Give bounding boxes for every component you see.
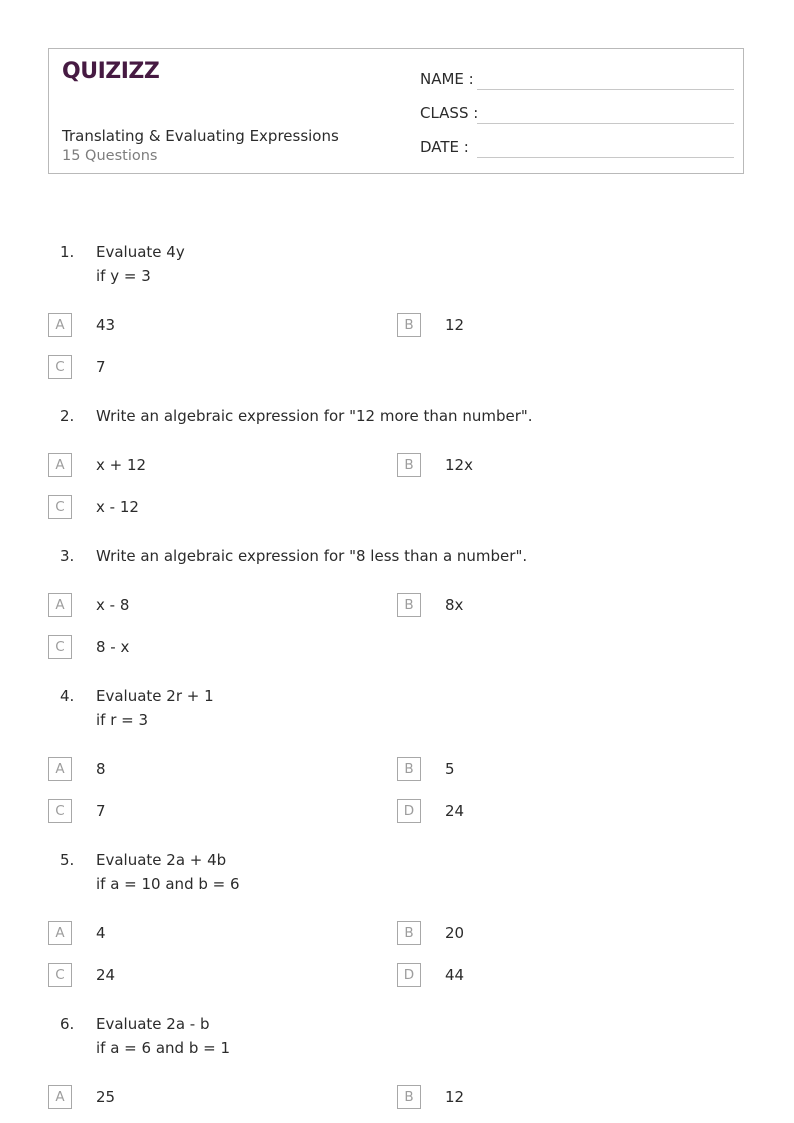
option-text: 12 (445, 1088, 465, 1106)
q5-option-c[interactable] (48, 963, 368, 987)
option-letter-box: C (48, 963, 72, 987)
question-number: 1. (60, 243, 75, 261)
option-letter-box: C (48, 355, 72, 379)
option-letter-box: A (48, 757, 72, 781)
option-text: 24 (445, 802, 465, 820)
class-line[interactable] (477, 123, 734, 124)
question-text-line-2: if a = 6 and b = 1 (96, 1039, 230, 1057)
question-text-line-2: if y = 3 (96, 267, 151, 285)
option-letter-box: B (397, 313, 421, 337)
q4-option-c[interactable] (48, 799, 368, 823)
option-text: 7 (96, 358, 106, 376)
option-text: 8 (96, 760, 106, 778)
option-text: x + 12 (96, 456, 147, 474)
option-letter-box: D (397, 963, 421, 987)
option-text: 12 (445, 316, 465, 334)
option-letter-box: A (48, 921, 72, 945)
date-label: DATE : (420, 138, 469, 156)
class-field[interactable] (420, 102, 734, 124)
question-number: 3. (60, 547, 75, 565)
q4-option-d[interactable] (397, 799, 717, 823)
name-label: NAME : (420, 70, 474, 88)
option-text: 25 (96, 1088, 116, 1106)
q6-option-b[interactable] (397, 1085, 717, 1109)
option-letter-box: A (48, 453, 72, 477)
option-text: 20 (445, 924, 465, 942)
q3-option-b[interactable] (397, 593, 717, 617)
option-text: 7 (96, 802, 106, 820)
option-letter-box: A (48, 593, 72, 617)
option-letter-box: C (48, 495, 72, 519)
q4-option-a[interactable] (48, 757, 368, 781)
question-text-line-1: Evaluate 2a + 4b (96, 851, 227, 869)
question-text-line-1: Write an algebraic expression for "12 more than number". (96, 407, 533, 425)
option-letter-box: D (397, 799, 421, 823)
option-letter-box: C (48, 799, 72, 823)
q1-option-c[interactable] (48, 355, 368, 379)
option-letter-box: A (48, 1085, 72, 1109)
question-number: 2. (60, 407, 75, 425)
option-text: 8 - x (96, 638, 130, 656)
question-count: 15 Questions (62, 148, 158, 164)
name-field[interactable] (420, 68, 734, 90)
worksheet-header (48, 48, 744, 174)
question-number: 5. (60, 851, 75, 869)
option-text: x - 12 (96, 498, 139, 516)
option-text: 4 (96, 924, 106, 942)
date-field[interactable] (420, 136, 734, 158)
q4-option-b[interactable] (397, 757, 717, 781)
question-text-line-1: Evaluate 4y (96, 243, 185, 261)
option-letter-box: C (48, 635, 72, 659)
option-text: x - 8 (96, 596, 130, 614)
question-number: 6. (60, 1015, 75, 1033)
option-letter-box: A (48, 313, 72, 337)
option-letter-box: B (397, 593, 421, 617)
option-text: 44 (445, 966, 465, 984)
option-text: 24 (96, 966, 116, 984)
q5-option-b[interactable] (397, 921, 717, 945)
question-text-line-1: Evaluate 2a - b (96, 1015, 210, 1033)
question-number: 4. (60, 687, 75, 705)
worksheet-title: Translating & Evaluating Expressions (62, 127, 339, 145)
question-text-line-1: Write an algebraic expression for "8 less than a number". (96, 547, 528, 565)
q3-option-a[interactable] (48, 593, 368, 617)
question-text-line-1: Evaluate 2r + 1 (96, 687, 214, 705)
option-letter-box: B (397, 757, 421, 781)
date-line[interactable] (477, 157, 734, 158)
q1-option-b[interactable] (397, 313, 717, 337)
question-text-line-2: if r = 3 (96, 711, 149, 729)
option-letter-box: B (397, 921, 421, 945)
option-letter-box: B (397, 453, 421, 477)
name-line[interactable] (477, 89, 734, 90)
q5-option-a[interactable] (48, 921, 368, 945)
q2-option-a[interactable] (48, 453, 368, 477)
q2-option-c[interactable] (48, 495, 368, 519)
q6-option-a[interactable] (48, 1085, 368, 1109)
q2-option-b[interactable] (397, 453, 717, 477)
option-letter-box: B (397, 1085, 421, 1109)
q5-option-d[interactable] (397, 963, 717, 987)
option-text: 8x (445, 596, 464, 614)
q1-option-a[interactable] (48, 313, 368, 337)
q3-option-c[interactable] (48, 635, 368, 659)
option-text: 5 (445, 760, 455, 778)
class-label: CLASS : (420, 104, 479, 122)
option-text: 12x (445, 456, 473, 474)
option-text: 43 (96, 316, 116, 334)
question-text-line-2: if a = 10 and b = 6 (96, 875, 240, 893)
quizizz-logo: QUIZIZZ (62, 59, 160, 84)
